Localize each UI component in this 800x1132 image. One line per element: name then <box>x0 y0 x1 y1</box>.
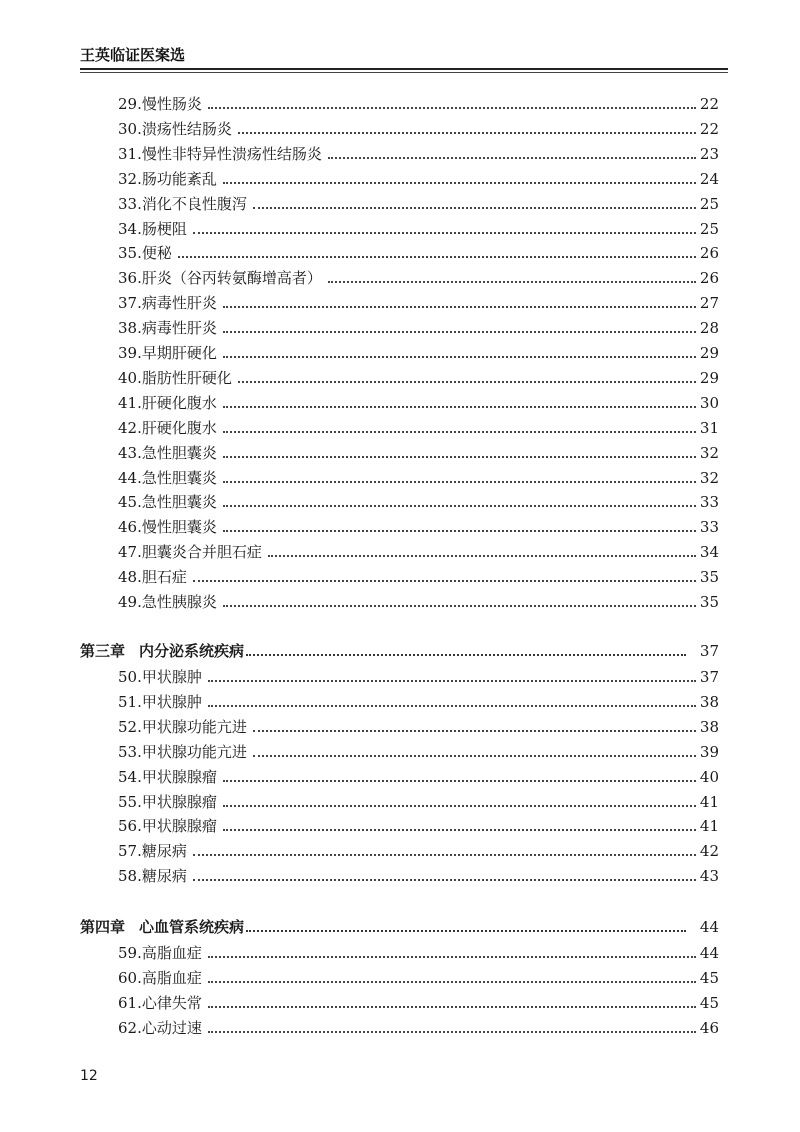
entry-number: 47. <box>118 543 142 561</box>
dot-leader <box>208 107 696 109</box>
entry-number: 40. <box>118 369 142 387</box>
dot-leader <box>208 705 696 707</box>
entry-page: 41 <box>699 793 719 811</box>
entry-title: 急性胆囊炎 <box>141 444 217 462</box>
dot-leader <box>223 805 696 807</box>
entry-title: 甲状腺功能亢进 <box>141 718 247 736</box>
entry-title: 心律失常 <box>141 994 202 1012</box>
entry-page: 40 <box>699 768 719 786</box>
toc-entry[interactable] <box>118 565 719 587</box>
entry-number: 51. <box>118 693 142 711</box>
entry-title: 慢性胆囊炎 <box>141 518 217 536</box>
dot-leader <box>223 505 696 507</box>
entry-number: 58. <box>118 867 142 885</box>
entry-title: 溃疡性结肠炎 <box>141 120 232 138</box>
entry-number: 45. <box>118 493 142 511</box>
entry-page: 24 <box>699 170 719 188</box>
toc-entry[interactable] <box>118 117 719 139</box>
chapter-page: 37 <box>699 642 719 660</box>
entry-page: 46 <box>699 1019 719 1037</box>
dot-leader <box>223 306 696 308</box>
toc-entry[interactable] <box>118 316 719 338</box>
dot-leader <box>223 780 696 782</box>
entry-title: 病毒性肝炎 <box>141 319 217 337</box>
entry-title: 高脂血症 <box>141 944 202 962</box>
entry-page: 38 <box>699 718 719 736</box>
dot-leader <box>208 981 696 983</box>
entry-title: 肝硬化腹水 <box>141 394 217 412</box>
entry-page: 26 <box>699 244 719 262</box>
toc-entry[interactable] <box>118 814 719 836</box>
entry-number: 62. <box>118 1019 142 1037</box>
dot-leader <box>253 207 696 209</box>
entry-title: 肠功能紊乱 <box>141 170 217 188</box>
entry-page: 35 <box>699 593 719 611</box>
entry-title: 甲状腺肿 <box>141 668 202 686</box>
toc-entry[interactable] <box>118 515 719 537</box>
toc-entry[interactable] <box>118 441 719 463</box>
entry-title: 脂肪性肝硬化 <box>141 369 232 387</box>
entry-title: 心动过速 <box>141 1019 202 1037</box>
entry-page: 25 <box>699 195 719 213</box>
toc-entry[interactable] <box>118 665 719 687</box>
dot-leader <box>223 605 696 607</box>
entry-page: 39 <box>699 743 719 761</box>
toc-entry[interactable] <box>118 864 719 886</box>
entry-number: 37. <box>118 294 142 312</box>
dot-leader <box>223 456 696 458</box>
dot-leader <box>253 730 696 732</box>
dot-leader <box>208 956 696 958</box>
entry-page: 29 <box>699 369 719 387</box>
entry-title: 胆囊炎合并胆石症 <box>141 543 262 561</box>
dot-leader <box>193 580 696 582</box>
entry-page: 38 <box>699 693 719 711</box>
entry-page: 26 <box>699 269 719 287</box>
toc-entry[interactable] <box>118 690 719 712</box>
chapter-page: 44 <box>699 918 719 936</box>
toc-entry[interactable] <box>118 765 719 787</box>
entry-number: 42. <box>118 419 142 437</box>
dot-leader <box>193 879 696 881</box>
entry-title: 甲状腺腺瘤 <box>141 793 217 811</box>
dot-leader <box>238 381 696 383</box>
toc-entry[interactable] <box>118 92 719 114</box>
entry-number: 39. <box>118 344 142 362</box>
running-title: 王英临证医案选 <box>80 46 186 64</box>
entry-title: 糖尿病 <box>141 842 187 860</box>
entry-title: 肝炎（谷丙转氨酶增高者） <box>141 269 322 287</box>
dot-leader <box>223 356 696 358</box>
entry-number: 38. <box>118 319 142 337</box>
dot-leader <box>238 132 696 134</box>
entry-page: 32 <box>699 444 719 462</box>
entry-title: 慢性非特异性溃疡性结肠炎 <box>141 145 322 163</box>
entry-number: 33. <box>118 195 142 213</box>
entry-page: 33 <box>699 493 719 511</box>
entry-page: 32 <box>699 469 719 487</box>
chapter-heading[interactable] <box>80 915 719 937</box>
page-number: 12 <box>80 1068 98 1084</box>
entry-title: 高脂血症 <box>141 969 202 987</box>
entry-number: 43. <box>118 444 142 462</box>
entry-number: 50. <box>118 668 142 686</box>
toc-entry[interactable] <box>118 839 719 861</box>
toc-entry[interactable] <box>118 1016 719 1038</box>
entry-page: 41 <box>699 817 719 835</box>
dot-leader <box>223 331 696 333</box>
dot-leader <box>253 755 696 757</box>
entry-page: 31 <box>699 419 719 437</box>
entry-title: 甲状腺肿 <box>141 693 202 711</box>
entry-title: 甲状腺腺瘤 <box>141 768 217 786</box>
entry-title: 急性胆囊炎 <box>141 469 217 487</box>
toc-entry[interactable] <box>118 341 719 363</box>
dot-leader <box>208 1031 696 1033</box>
toc-entry[interactable] <box>118 167 719 189</box>
toc-entry[interactable] <box>118 466 719 488</box>
chapter-title: 心血管系统疾病 <box>139 918 245 936</box>
dot-leader <box>178 256 696 258</box>
entry-number: 52. <box>118 718 142 736</box>
entry-number: 55. <box>118 793 142 811</box>
entry-number: 32. <box>118 170 142 188</box>
chapter-number: 第三章 <box>80 642 126 660</box>
toc-entry[interactable] <box>118 740 719 762</box>
chapter-heading[interactable] <box>80 639 719 661</box>
toc-entry[interactable] <box>118 991 719 1013</box>
entry-number: 59. <box>118 944 142 962</box>
entry-number: 29. <box>118 95 142 113</box>
entry-page: 44 <box>699 944 719 962</box>
entry-page: 29 <box>699 344 719 362</box>
entry-title: 甲状腺功能亢进 <box>141 743 247 761</box>
entry-number: 41. <box>118 394 142 412</box>
entry-title: 便秘 <box>141 244 172 262</box>
toc-entry[interactable] <box>118 490 719 512</box>
chapter-title: 内分泌系统疾病 <box>139 642 245 660</box>
entry-number: 35. <box>118 244 142 262</box>
entry-number: 60. <box>118 969 142 987</box>
entry-title: 肠梗阻 <box>141 220 187 238</box>
toc-entry[interactable] <box>118 540 719 562</box>
entry-title: 消化不良性腹泻 <box>141 195 247 213</box>
header-rule-thin <box>80 72 728 73</box>
entry-number: 46. <box>118 518 142 536</box>
entry-number: 54. <box>118 768 142 786</box>
entry-number: 31. <box>118 145 142 163</box>
entry-page: 35 <box>699 568 719 586</box>
entry-page: 30 <box>699 394 719 412</box>
dot-leader <box>193 232 696 234</box>
entry-number: 61. <box>118 994 142 1012</box>
dot-leader <box>223 481 696 483</box>
entry-number: 57. <box>118 842 142 860</box>
dot-leader <box>223 406 696 408</box>
entry-title: 急性胰腺炎 <box>141 593 217 611</box>
entry-number: 34. <box>118 220 142 238</box>
dot-leader <box>208 1006 696 1008</box>
dot-leader <box>246 654 686 656</box>
entry-number: 56. <box>118 817 142 835</box>
toc-entry[interactable] <box>118 217 719 239</box>
toc-entry[interactable] <box>118 291 719 313</box>
entry-title: 胆石症 <box>141 568 187 586</box>
toc-entry[interactable] <box>118 391 719 413</box>
dot-leader <box>223 431 696 433</box>
entry-page: 45 <box>699 994 719 1012</box>
chapter-number: 第四章 <box>80 918 126 936</box>
entry-number: 49. <box>118 593 142 611</box>
toc-entry[interactable] <box>118 590 719 612</box>
dot-leader <box>193 854 696 856</box>
entry-title: 甲状腺腺瘤 <box>141 817 217 835</box>
toc-entry[interactable] <box>118 715 719 737</box>
entry-page: 43 <box>699 867 719 885</box>
dot-leader <box>223 829 696 831</box>
toc-entry[interactable] <box>118 941 719 963</box>
entry-page: 25 <box>699 220 719 238</box>
entry-page: 22 <box>699 120 719 138</box>
toc-entry[interactable] <box>118 416 719 438</box>
entry-title: 慢性肠炎 <box>141 95 202 113</box>
entry-title: 早期肝硬化 <box>141 344 217 362</box>
entry-page: 23 <box>699 145 719 163</box>
toc-entry[interactable] <box>118 966 719 988</box>
entry-page: 42 <box>699 842 719 860</box>
entry-page: 33 <box>699 518 719 536</box>
entry-title: 病毒性肝炎 <box>141 294 217 312</box>
entry-page: 22 <box>699 95 719 113</box>
entry-title: 急性胆囊炎 <box>141 493 217 511</box>
entry-number: 44. <box>118 469 142 487</box>
entry-number: 53. <box>118 743 142 761</box>
entry-page: 34 <box>699 543 719 561</box>
dot-leader <box>223 182 696 184</box>
entry-title: 肝硬化腹水 <box>141 419 217 437</box>
dot-leader <box>208 680 696 682</box>
entry-page: 28 <box>699 319 719 337</box>
entry-number: 48. <box>118 568 142 586</box>
header-rule <box>80 68 728 70</box>
dot-leader <box>223 530 696 532</box>
dot-leader <box>328 281 696 283</box>
entry-page: 45 <box>699 969 719 987</box>
entry-title: 糖尿病 <box>141 867 187 885</box>
toc-entry[interactable] <box>118 142 719 164</box>
entry-number: 30. <box>118 120 142 138</box>
toc-entry[interactable] <box>118 192 719 214</box>
toc-entry[interactable] <box>118 266 719 288</box>
dot-leader <box>268 555 696 557</box>
toc-entry[interactable] <box>118 366 719 388</box>
toc-entry[interactable] <box>118 790 719 812</box>
entry-page: 27 <box>699 294 719 312</box>
dot-leader <box>246 930 686 932</box>
entry-page: 37 <box>699 668 719 686</box>
dot-leader <box>328 157 696 159</box>
entry-number: 36. <box>118 269 142 287</box>
toc-entry[interactable] <box>118 241 719 263</box>
